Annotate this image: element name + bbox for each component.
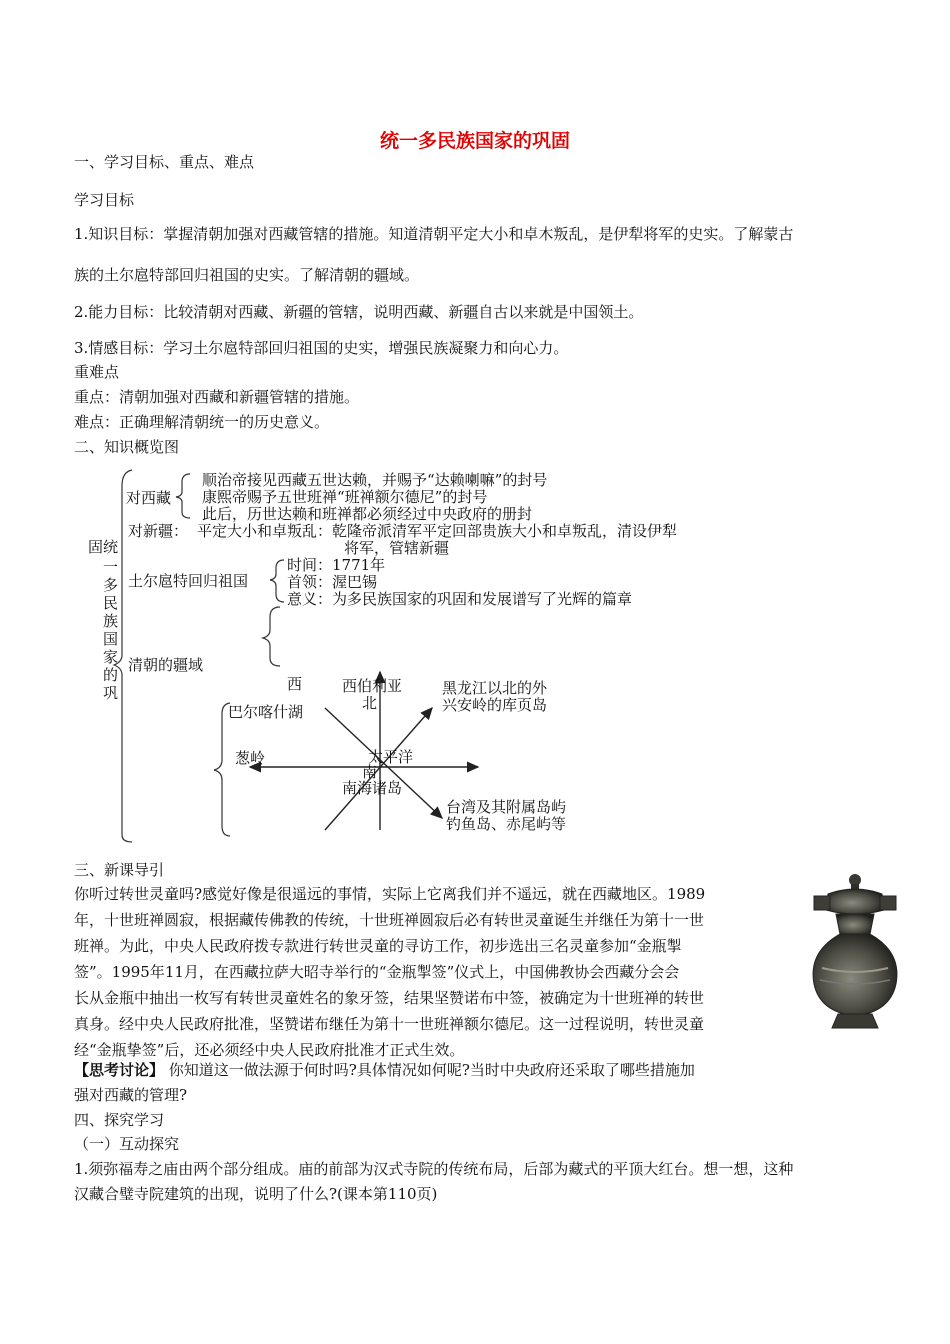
difficult-point: 难点：正确理解清朝统一的历史意义。 — [74, 413, 330, 431]
territory-north: 北 — [362, 694, 378, 712]
intro-line-7: 经“金瓶挚签”后，还必须经中央人民政府批准才正式生效。 — [74, 1041, 465, 1059]
intro-line-4: 签”。1995年11月，在西藏拉萨大昭寺举行的“金瓶掣签”仪式上，中国佛教协会西藏分会会 — [74, 963, 680, 981]
goal-knowledge-line1: 1.知识目标：掌握清朝加强对西藏管辖的措施。知道清朝平定大小和卓木叛乱，是伊犁将军的史实。了解蒙古 — [74, 225, 794, 243]
xinjiang-line1: 平定大小和卓叛乱：乾隆帝派清军平定回部贵族大小和卓叛乱，清设伊犁 — [197, 522, 678, 540]
xinjiang-line2: 将军，管辖新疆 — [344, 539, 450, 557]
xinjiang-label: 对新疆： — [128, 522, 189, 540]
key-point: 重点：清朝加强对西藏和新疆管辖的措施。 — [74, 388, 360, 406]
root-label-7: 的 — [103, 666, 119, 684]
discussion-line2: 强对西藏的管理? — [74, 1086, 188, 1104]
page-title: 统一多民族国家的巩固 — [379, 130, 570, 152]
territory-pamir: 葱岭 — [235, 749, 266, 767]
territory-northeast-line1: 黑龙江以北的外 — [442, 679, 548, 697]
territory-brace — [263, 607, 280, 666]
territory-taiwan-line2: 钓鱼岛、赤尾屿等 — [446, 815, 567, 833]
golden-vase-image — [800, 872, 910, 1032]
root-label-3: 民 — [103, 594, 119, 612]
goal-emotion: 3.情感目标：学习土尔扈特部回归祖国的史实，增强民族凝聚力和向心力。 — [74, 339, 569, 357]
root-label-1: 一 — [103, 558, 119, 576]
root-label-4: 族 — [103, 612, 119, 630]
torghut-label: 土尔扈特回归祖国 — [128, 572, 249, 590]
territory-south: 南 — [362, 763, 378, 781]
arrow-northeast — [325, 708, 432, 830]
territory-pacific: 太平洋 — [368, 748, 414, 766]
goal-knowledge-line2: 族的土尔扈特部回归祖国的史实。了解清朝的疆域。 — [74, 266, 420, 284]
torghut-time: 时间：1771年 — [287, 556, 386, 574]
territory-taiwan-line1: 台湾及其附属岛屿 — [446, 798, 567, 816]
territory-northeast-line2: 兴安岭的库页岛 — [442, 696, 548, 714]
torghut-meaning: 意义：为多民族国家的巩固和发展谱写了光辉的篇章 — [287, 590, 633, 608]
torghut-leader: 首领：渥巴锡 — [287, 573, 378, 591]
explore-subheading: （一）互动探究 — [74, 1135, 180, 1153]
intro-line-1: 你听过转世灵童吗?感觉好像是很遥远的事情，实际上它离我们并不遥远，就在西藏地区。1989 — [74, 885, 706, 903]
question1-line2: 汉藏合璧寺院建筑的出现，说明了什么?(课本第110页) — [74, 1185, 438, 1203]
question1-line1: 1.须弥福寿之庙由两个部分组成。庙的前部为汉式寺院的传统布局，后部为藏式的平顶大红台。想一想，这种 — [74, 1160, 794, 1178]
intro-line-5: 长从金瓶中抽出一枚写有转世灵童姓名的象牙签，结果坚赞诺布中签，被确定为十世班禅的转世 — [74, 989, 705, 1007]
tibet-item-3: 此后，历世达赖和班禅都必须经过中央政府的册封 — [202, 505, 533, 523]
territory-siberia: 西伯利亚 — [342, 677, 403, 695]
section-heading-explore: 四、探究学习 — [74, 1111, 165, 1129]
section-heading-overview: 二、知识概览图 — [74, 438, 180, 456]
map-brace — [214, 703, 230, 836]
tibet-item-2: 康熙帝赐予五世班禅“班禅额尔德尼”的封号 — [202, 488, 488, 506]
section-heading-intro: 三、新课导引 — [74, 861, 165, 879]
tibet-item-1: 顺治帝接见西藏五世达赖，并赐予“达赖喇嘛”的封号 — [202, 471, 548, 489]
intro-line-3: 班禅。为此，中央人民政府拨专款进行转世灵童的寻访工作，初步选出三名灵童参加“金瓶掣 — [74, 937, 682, 955]
goal-ability: 2.能力目标：比较清朝对西藏、新疆的管辖，说明西藏、新疆自古以来就是中国领土。 — [74, 303, 644, 321]
intro-line-6: 真身。经中央人民政府批准，坚赞诺布继任为第十一世班禅额尔德尼。这一过程说明，转世灵童 — [74, 1015, 705, 1033]
territory-label: 清朝的疆域 — [128, 656, 204, 674]
root-label-6: 家 — [103, 648, 119, 666]
territory-west-char: 西 — [287, 675, 303, 693]
discussion-label: 【思考讨论】 — [74, 1061, 165, 1079]
section-heading-objectives: 一、学习目标、重点、难点 — [74, 153, 255, 171]
root-label-8: 巩 — [103, 684, 119, 702]
root-label-0: 固统 — [88, 538, 119, 556]
intro-line-2: 年，十世班禅圆寂，根据藏传佛教的传统，十世班禅圆寂后必有转世灵童诞生并继任为第十一世 — [74, 911, 705, 929]
root-label-5: 国 — [103, 630, 119, 648]
territory-south-sea: 南海诸岛 — [342, 779, 403, 797]
goals-heading: 学习目标 — [74, 191, 135, 209]
territory-balkhash: 巴尔喀什湖 — [228, 703, 304, 721]
key-heading: 重难点 — [74, 363, 120, 381]
tibet-label: 对西藏 — [126, 489, 172, 507]
discussion-text: 你知道这一做法源于何时吗?具体情况如何呢?当时中央政府还采取了哪些措施加 — [164, 1061, 695, 1079]
torghut-brace — [270, 560, 284, 602]
discussion-line1 — [74, 1060, 695, 1080]
root-label-2: 多 — [103, 576, 119, 594]
tibet-brace — [176, 474, 190, 518]
